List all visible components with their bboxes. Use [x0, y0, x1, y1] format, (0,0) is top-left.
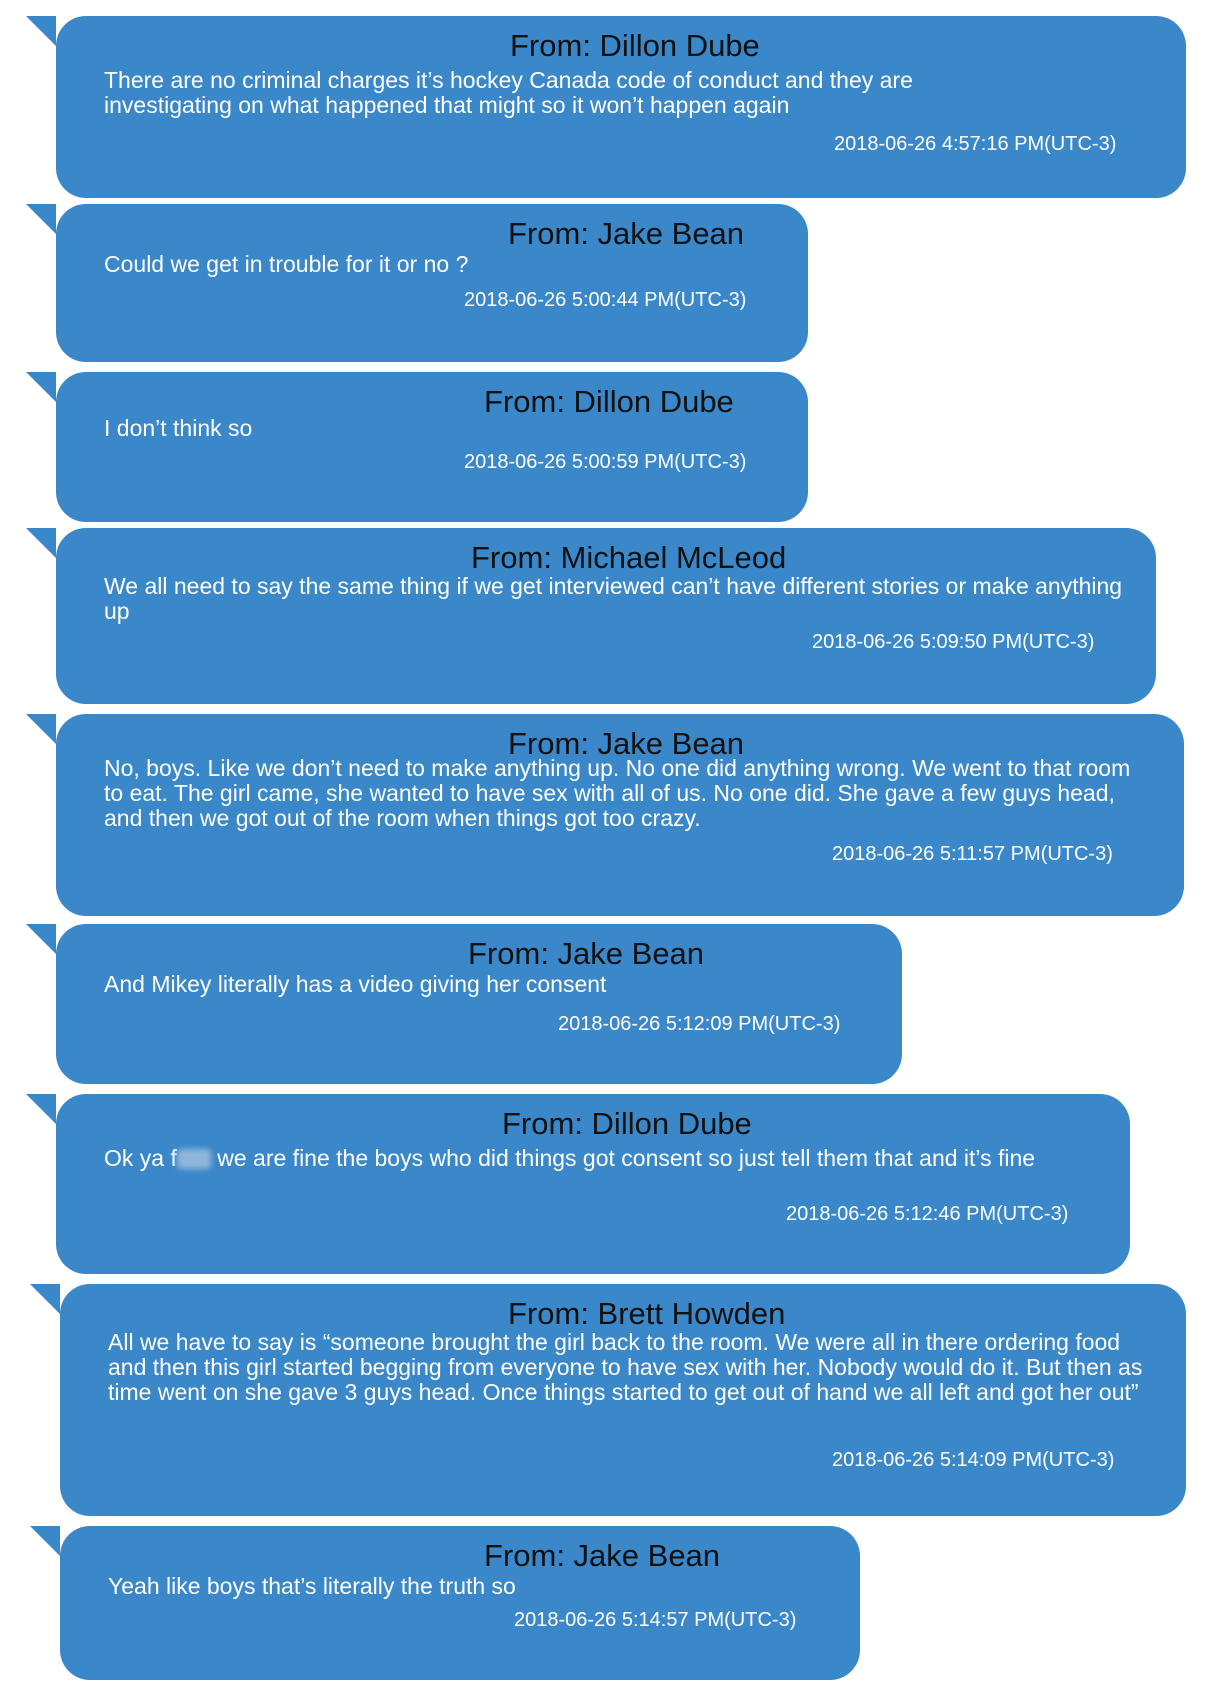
message-text: No, boys. Like we don’t need to make anything up. No one did anything wrong. We went to that room to eat. The girl came, she wanted to have sex with all of us. No one did. She gave a few guys head, and then we got out of the room when things got too crazy. — [104, 755, 1131, 831]
message-text: Yeah like boys that’s literally the truth so — [108, 1573, 516, 1599]
message-bubble — [56, 528, 1156, 704]
message-sender: From: Dillon Dube — [484, 384, 734, 419]
message-bubble — [56, 714, 1184, 916]
message-text: I don’t think so — [104, 415, 253, 441]
message-timestamp: 2018-06-26 5:00:59 PM(UTC-3) — [464, 451, 747, 473]
message-text-rest: we are fine the boys who did things got consent so just tell them that and it’s fine — [217, 1145, 1036, 1171]
message-sender: From: Dillon Dube — [502, 1106, 752, 1141]
message-bubble — [56, 924, 902, 1084]
message-timestamp: 2018-06-26 5:14:09 PM(UTC-3) — [832, 1449, 1115, 1471]
message-timestamp: 2018-06-26 5:12:09 PM(UTC-3) — [558, 1013, 841, 1035]
message-text — [104, 1146, 1084, 1171]
message-sender: From: Dillon Dube — [510, 28, 760, 63]
message-text: Could we get in trouble for it or no ? — [104, 251, 469, 277]
message-bubble — [56, 204, 808, 362]
message-bubble — [56, 16, 1186, 198]
message-text: There are no criminal charges it’s hockey Canada code of conduct and they are investigating on what happened that might so it won’t happen again — [104, 67, 913, 118]
message-timestamp: 2018-06-26 5:09:50 PM(UTC-3) — [812, 631, 1095, 653]
message-sender: From: Jake Bean — [484, 1538, 721, 1573]
message-sender: From: Jake Bean — [508, 216, 745, 251]
message-text-start: Ok ya f — [104, 1145, 177, 1171]
message-timestamp: 2018-06-26 5:12:46 PM(UTC-3) — [786, 1203, 1069, 1225]
message-sender: From: Jake Bean — [508, 726, 745, 761]
message-bubble — [56, 372, 808, 522]
message-text: We all need to say the same thing if we get interviewed can’t have different stories or make anything up — [104, 573, 1123, 624]
message-sender: From: Jake Bean — [468, 936, 705, 971]
message-bubble — [60, 1526, 860, 1680]
message-text: All we have to say is “someone brought the girl back to the room. We were all in there ordering food and then this girl started begging from everyone to have sex with her. Nobody would do it. But then as time went on she gave 3 guys head. Once things started to get out of hand we all left and got her out” — [108, 1329, 1143, 1405]
message-timestamp: 2018-06-26 4:57:16 PM(UTC-3) — [834, 133, 1117, 155]
message-bubble — [56, 1094, 1130, 1274]
message-sender: From: Brett Howden — [508, 1296, 786, 1331]
message-text: And Mikey literally has a video giving her consent — [104, 971, 607, 997]
redaction-blur — [177, 1149, 211, 1169]
message-timestamp: 2018-06-26 5:11:57 PM(UTC-3) — [832, 843, 1113, 865]
message-timestamp: 2018-06-26 5:00:44 PM(UTC-3) — [464, 289, 747, 311]
message-bubble — [60, 1284, 1186, 1516]
message-timestamp: 2018-06-26 5:14:57 PM(UTC-3) — [514, 1609, 797, 1631]
message-sender: From: Michael McLeod — [471, 540, 787, 575]
